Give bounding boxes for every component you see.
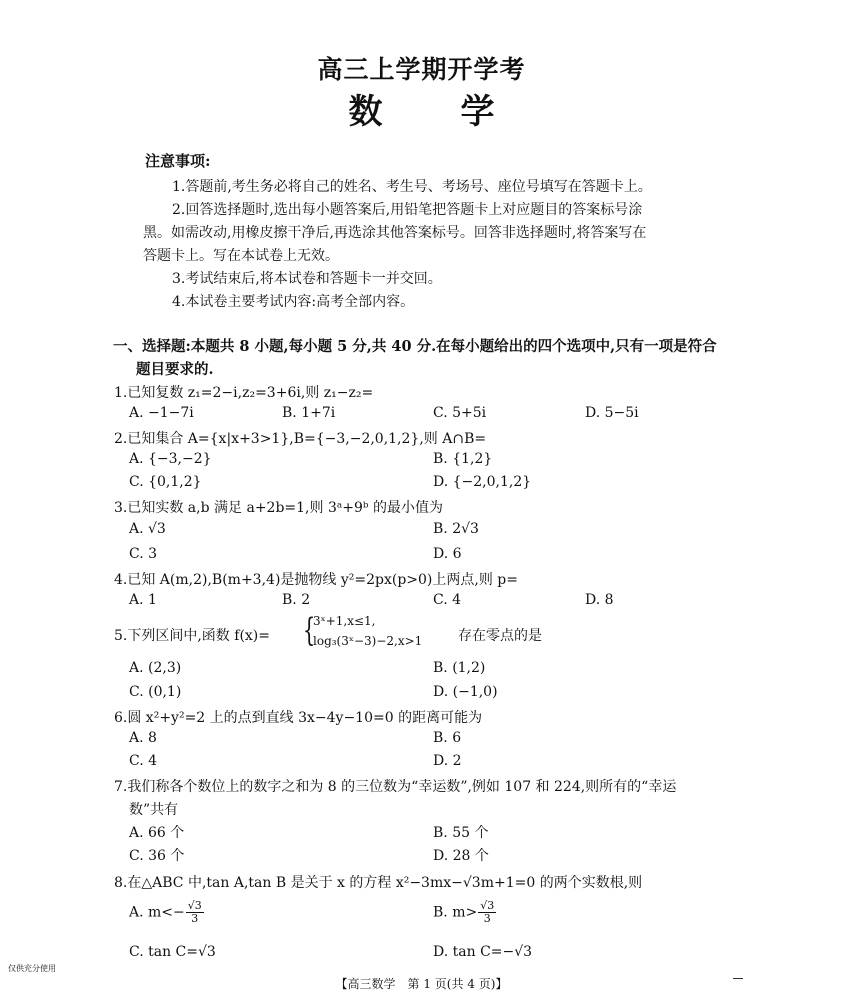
q4-option-d: D. 8 [585,592,614,608]
question-6-stem: 6.圆 x²+y²=2 上的点到直线 3x−4y−10=0 的距离可能为 [114,710,483,726]
q7-option-a: A. 66 个 [129,825,185,841]
q6-option-a: A. 8 [129,730,157,746]
exam-title: 高三上学期开学考 [317,55,526,84]
q1-option-d: D. 5−5i [585,405,639,421]
q2-option-b: B. {1,2} [433,451,493,467]
q7-option-c: C. 36 个 [129,848,185,864]
fraction [478,900,496,925]
q6-option-c: C. 4 [129,753,158,769]
q8-option-c: C. tan C=√3 [129,944,216,960]
q3-option-d: D. 6 [433,546,462,562]
q5-option-d: D. (−1,0) [433,684,498,700]
question-1-stem: 1.已知复数 z₁=2−i,z₂=3+6i,则 z₁−z₂= [114,385,374,401]
note-3: 3.考试结束后,将本试卷和答题卡一并交回。 [172,271,442,287]
q4-option-b: B. 2 [282,592,311,608]
question-5-stem-end: 存在零点的是 [458,628,542,644]
note-2c: 答题卡上。写在本试卷上无效。 [143,248,339,264]
q6-option-d: D. 2 [433,753,462,769]
question-2-stem: 2.已知集合 A={x|x+3>1},B={−3,−2,0,1,2},则 A∩B= [114,431,487,447]
note-2b: 黑。如需改动,用橡皮擦干净后,再选涂其他答案标号。回答非选择题时,将答案写在 [143,225,647,241]
piecewise-function [303,612,453,650]
section-heading-cont: 题目要求的. [136,361,214,378]
q7-option-b: B. 55 个 [433,825,489,841]
piece-line-2: log₃(3ˣ−3)−2,x>1 [313,634,423,648]
fraction [186,900,204,925]
q5-option-a: A. (2,3) [129,660,182,676]
q8-option-a [129,900,205,925]
brace-glyph: { [303,611,316,649]
q1-option-c: C. 5+5i [433,405,487,421]
q4-option-a: A. 1 [129,592,157,608]
q5-option-b: B. (1,2) [433,660,486,676]
section-heading: 一、选择题:本题共 8 小题,每小题 5 分,共 40 分.在每小题给出的四个选项中,只有一项是符合 [113,338,717,355]
question-7-stem-cont: 数”共有 [129,802,179,818]
q8-option-b [433,900,497,925]
q6-option-b: B. 6 [433,730,462,746]
q2-option-d: D. {−2,0,1,2} [433,474,532,490]
question-8-stem: 8.在△ABC 中,tan A,tan B 是关于 x 的方程 x²−3mx−√3m+1=0 的两个实数根,则 [114,875,643,891]
note-4: 4.本试卷主要考试内容:高考全部内容。 [172,294,415,310]
q5-option-c: C. (0,1) [129,684,182,700]
q8-option-b-prefix: B. m> [433,904,478,921]
q3-option-c: C. 3 [129,546,158,562]
page-footer: 【高三数学 第 1 页(共 4 页)】 [335,977,508,991]
footer-dash [733,978,743,979]
q1-option-a: A. −1−7i [129,405,194,421]
q2-option-a: A. {−3,−2} [129,451,212,467]
fraction-denominator: 3 [191,912,199,925]
subject-title: 数学 [348,92,573,132]
q8-option-d: D. tan C=−√3 [433,944,533,960]
q3-option-b: B. 2√3 [433,521,479,537]
question-7-stem: 7.我们称各个数位上的数字之和为 8 的三位数为“幸运数”,例如 107 和 224,则所有的“幸运 [114,779,677,795]
question-4-stem: 4.已知 A(m,2),B(m+3,4)是抛物线 y²=2px(p>0)上两点,则 p= [114,572,518,588]
note-1: 1.答题前,考生务必将自己的姓名、考生号、考场号、座位号填写在答题卡上。 [172,179,652,195]
note-2a: 2.回答选择题时,选出每小题答案后,用铅笔把答题卡上对应题目的答案标号涂 [172,202,643,218]
q4-option-c: C. 4 [433,592,462,608]
q8-option-a-prefix: A. m<− [129,904,185,921]
question-5-stem: 5.下列区间中,函数 f(x)= [114,628,270,644]
fraction-denominator: 3 [483,912,491,925]
q2-option-c: C. {0,1,2} [129,474,202,490]
fraction-numerator: √3 [480,899,495,912]
q3-option-a: A. √3 [129,521,166,537]
notes-heading: 注意事项: [145,152,211,170]
q7-option-d: D. 28 个 [433,848,489,864]
corner-stamp: 仅供充分使用 [8,964,56,973]
question-3-stem: 3.已知实数 a,b 满足 a+2b=1,则 3ᵃ+9ᵇ 的最小值为 [114,500,443,516]
fraction-numerator: √3 [187,899,202,912]
piece-line-1: 3ˣ+1,x≤1, [313,614,376,628]
q1-option-b: B. 1+7i [282,405,336,421]
